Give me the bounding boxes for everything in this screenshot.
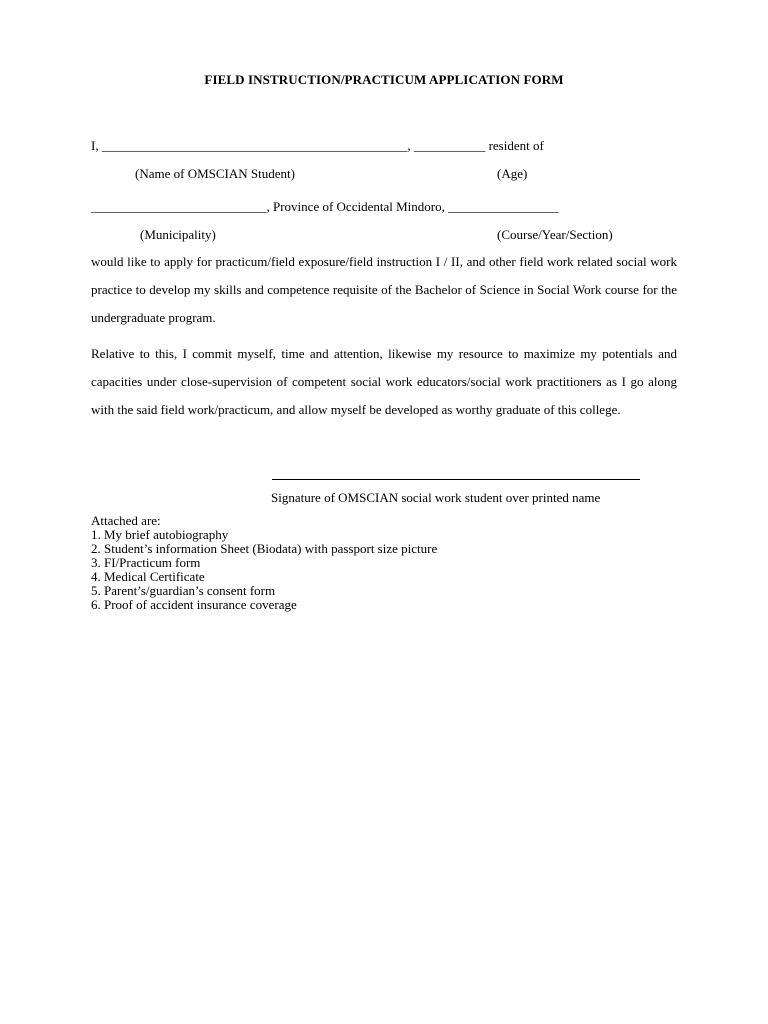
municipality-course-line: ___________________________, Province of Occidental Mindoro, _________________: [91, 199, 559, 214]
signature-line: [272, 479, 640, 480]
list-item: 6. Proof of accident insurance coverage: [91, 597, 297, 612]
list-item: 2. Student’s information Sheet (Biodata) with passport size picture: [91, 541, 438, 556]
course-caption: (Course/Year/Section): [497, 227, 613, 242]
attachments-heading: Attached are:: [91, 513, 161, 528]
list-item: 1. My brief autobiography: [91, 527, 229, 542]
signature-caption: Signature of OMSCIAN social work student over printed name: [271, 490, 601, 505]
commitment-paragraph: Relative to this, I commit myself, time and attention, likewise my resource to maximize my potentials and capacities under close-supervision of competent social work educators/social work practitioners as I go along with the said field work/practicum, and allow myself be developed as worthy graduate of this college.: [91, 346, 677, 417]
student-name-age-line: I, _______________________________________________, ___________ resident of: [91, 138, 544, 153]
municipality-caption: (Municipality): [140, 227, 216, 242]
list-item: 3. FI/Practicum form: [91, 555, 201, 570]
form-title: FIELD INSTRUCTION/PRACTICUM APPLICATION FORM: [204, 72, 564, 87]
application-paragraph: would like to apply for practicum/field exposure/field instruction I / II, and other field work related social work practice to develop my skills and competence requisite of the Bachelor of Science in Social Work course for the undergraduate program.: [91, 254, 677, 325]
attachments-list: [91, 514, 437, 612]
list-item: 4. Medical Certificate: [91, 569, 205, 584]
age-caption: (Age): [497, 166, 528, 181]
student-name-caption: (Name of OMSCIAN Student): [135, 166, 295, 181]
list-item: 5. Parent’s/guardian’s consent form: [91, 583, 276, 598]
